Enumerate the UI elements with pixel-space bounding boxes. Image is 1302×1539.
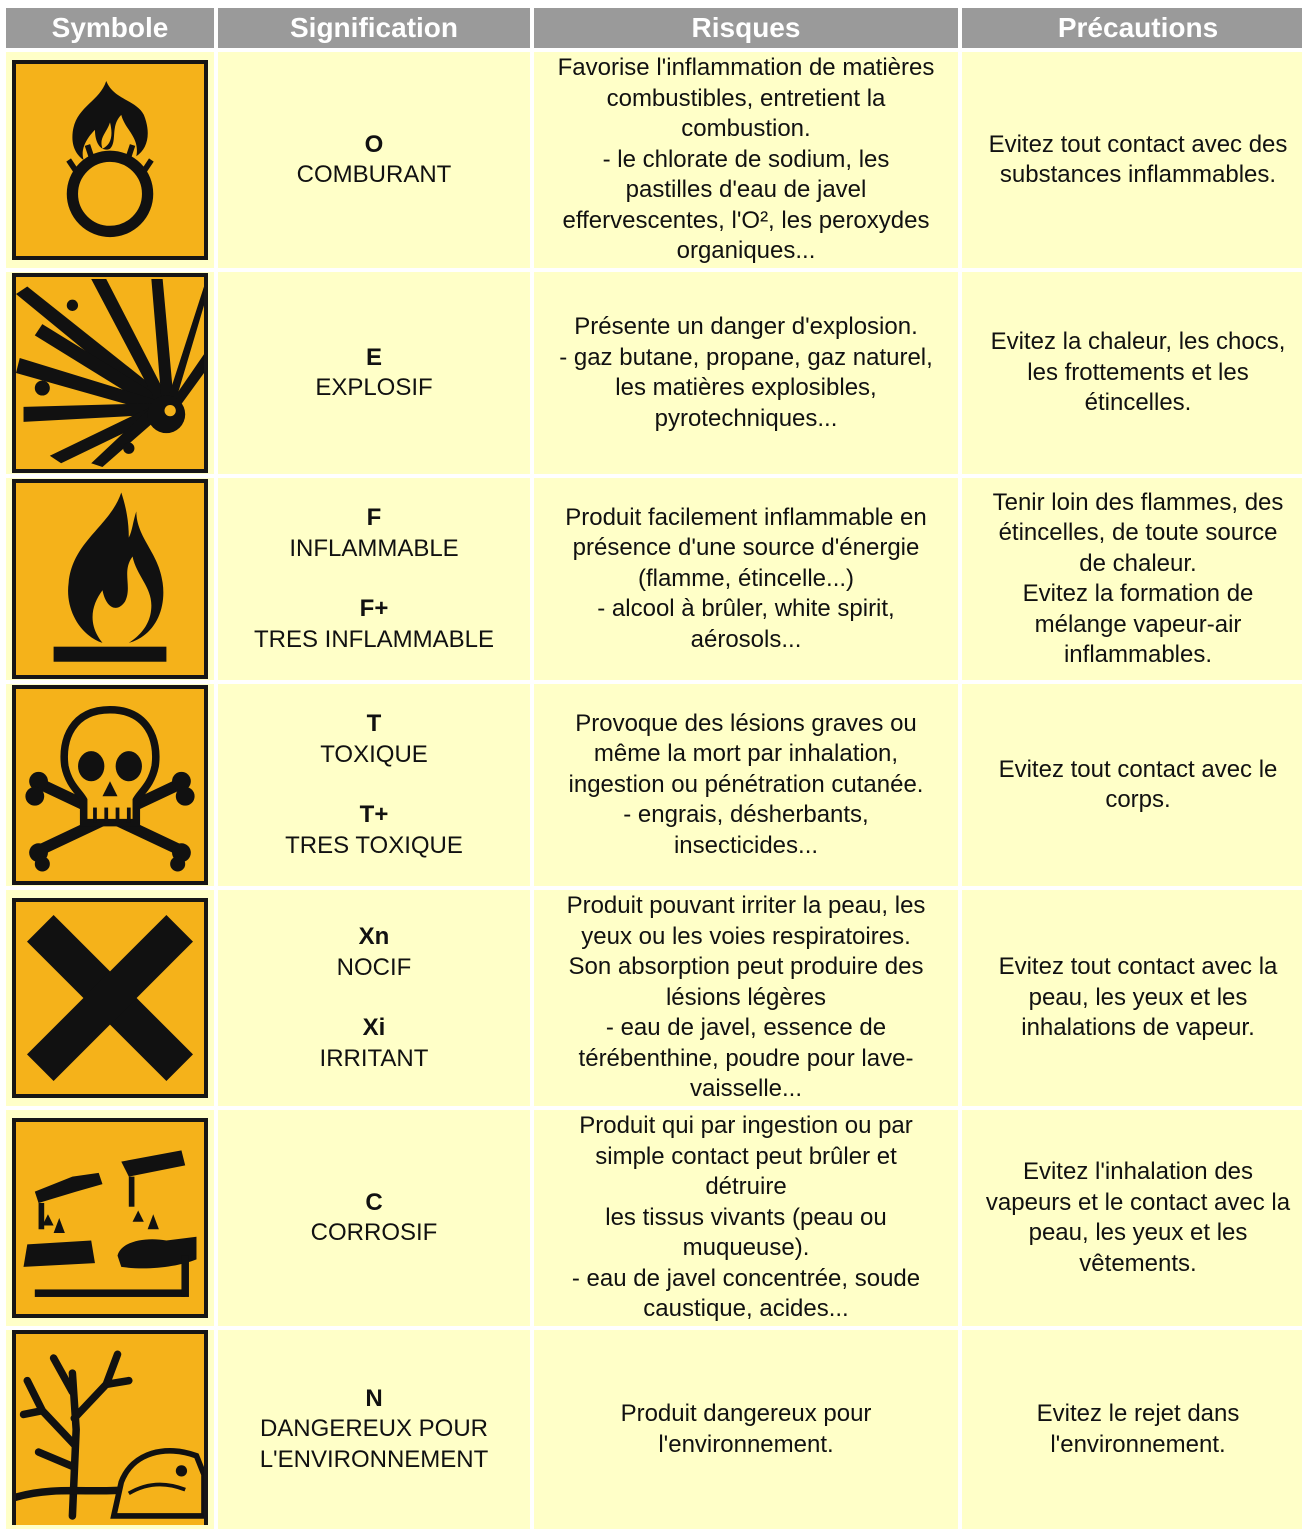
risk-line: combustion. — [681, 115, 811, 143]
risk-line: aérosols... — [690, 625, 802, 653]
hazard-label: TRES TOXIQUE — [285, 831, 463, 859]
risk-line: térébenthine, poudre pour lave- — [578, 1044, 914, 1072]
spacer — [218, 770, 530, 800]
risk-line: vaisselle... — [689, 1075, 803, 1103]
hazard-symbols-table-wrapper — [6, 8, 1302, 1539]
table-row — [6, 52, 1302, 268]
precaution-line: vêtements. — [1079, 1249, 1197, 1277]
table-row — [6, 1330, 1302, 1529]
symbol-cell — [6, 1330, 214, 1529]
header-signification: Signification — [218, 8, 530, 48]
risk-line: Produit pouvant irriter la peau, les — [566, 892, 926, 920]
hazard-label: NOCIF — [336, 953, 412, 981]
risk-line: insecticides... — [673, 831, 819, 859]
risk-line: caustique, acides... — [643, 1295, 849, 1323]
symbol-cell — [6, 52, 214, 268]
risk-cell — [534, 1110, 958, 1326]
hazard-label: COMBURANT — [296, 161, 452, 188]
precaution-line: Evitez tout contact avec le — [998, 755, 1278, 783]
precaution-cell — [962, 890, 1302, 1106]
hazard-label: DANGEREUX POUR L'ENVIRONNEMENT — [259, 1415, 489, 1473]
precaution-line: mélange vapeur-air — [1034, 610, 1242, 638]
risk-line: - eau de javel concentrée, soude — [571, 1264, 921, 1292]
precaution-line: Evitez la formation de — [1022, 580, 1254, 607]
hazard-symbols-table — [2, 4, 1302, 1533]
precaution-line: étincelles. — [1084, 389, 1192, 417]
risk-line: l'environnement. — [658, 1430, 834, 1458]
risk-line: - eau de javel, essence de — [605, 1014, 887, 1042]
precaution-cell — [962, 1330, 1302, 1529]
risk-line: effervescentes, l'O², les peroxydes — [562, 206, 930, 234]
symbol-cell — [6, 890, 214, 1106]
risk-line: - le chlorate de sodium, les — [602, 145, 890, 173]
risk-line: les matières explosibles, — [615, 374, 877, 401]
risk-line: détruire — [705, 1173, 787, 1201]
symbol-cell — [6, 478, 214, 680]
precaution-line: Evitez tout contact avec des — [988, 130, 1288, 158]
signification-cell — [218, 890, 530, 1106]
precaution-line: substances inflammables. — [999, 161, 1277, 188]
hazard-code: E — [365, 343, 382, 371]
hazard-code: T — [366, 710, 382, 737]
risk-line: muqueuse). — [682, 1234, 810, 1262]
header-symbol: Symbole — [6, 8, 214, 48]
spacer — [218, 564, 530, 594]
signification-cell — [218, 684, 530, 886]
header-precautions: Précautions — [962, 8, 1302, 48]
signification-cell — [218, 52, 530, 268]
risk-line: pyrotechniques... — [654, 404, 838, 432]
risk-line: pastilles d'eau de javel — [625, 176, 867, 204]
risk-line: Produit dangereux pour — [620, 1400, 872, 1427]
precaution-line: les frottements et les — [1027, 358, 1249, 386]
precaution-line: de chaleur. — [1079, 549, 1197, 577]
risk-line: yeux ou les voies respiratoires. — [581, 922, 911, 950]
flame-icon — [12, 479, 208, 679]
hazard-code: F — [366, 504, 382, 531]
symbol-cell — [6, 272, 214, 474]
signification-cell — [218, 272, 530, 474]
precaution-line: inflammables. — [1063, 641, 1213, 668]
signification-cell — [218, 1110, 530, 1326]
dead-tree-and-fish-icon — [12, 1330, 208, 1525]
risk-line: organiques... — [676, 237, 816, 265]
precaution-cell — [962, 272, 1302, 474]
risk-cell — [534, 272, 958, 474]
risk-line: simple contact peut brûler et — [595, 1142, 897, 1170]
risk-line: Produit qui par ingestion ou par — [579, 1112, 913, 1140]
risk-cell — [534, 1330, 958, 1529]
risk-line: Présente un danger d'explosion. — [574, 313, 918, 340]
hazard-label: TOXIQUE — [320, 740, 428, 768]
hazard-label: IRRITANT — [319, 1044, 429, 1072]
hazard-label: INFLAMMABLE — [289, 534, 459, 562]
table-header-row — [6, 8, 1302, 48]
risk-line: Provoque des lésions graves ou — [575, 709, 917, 737]
precaution-cell — [962, 478, 1302, 680]
risk-line: Son absorption peut produire des — [568, 953, 924, 981]
skull-and-crossbones-icon — [12, 685, 208, 885]
hazard-code: O — [364, 130, 384, 158]
signification-cell — [218, 478, 530, 680]
saint-andrew-cross-icon — [12, 898, 208, 1098]
precaution-line: inhalations de vapeur. — [1021, 1014, 1255, 1042]
hazard-code: Xi — [362, 1014, 386, 1041]
risk-line: les tissus vivants (peau ou — [605, 1203, 887, 1231]
table-row — [6, 890, 1302, 1106]
table-row — [6, 684, 1302, 886]
table-row — [6, 272, 1302, 474]
exploding-bomb-icon — [12, 273, 208, 473]
risk-line: présence d'une source d'énergie — [572, 534, 920, 562]
precaution-line: étincelles, de toute source — [998, 519, 1278, 546]
risk-line: - gaz butane, propane, gaz naturel, — [559, 343, 933, 371]
risk-line: - alcool à brûler, white spirit, — [597, 595, 895, 623]
risk-cell — [534, 52, 958, 268]
risk-line: combustibles, entretient la — [606, 84, 886, 112]
precaution-line: Evitez la chaleur, les chocs, — [990, 328, 1286, 356]
risk-line: Favorise l'inflammation de matières — [557, 54, 935, 82]
table-row — [6, 478, 1302, 680]
precaution-line: Tenir loin des flammes, des — [992, 488, 1284, 516]
header-risks: Risques — [534, 8, 958, 48]
risk-cell — [534, 478, 958, 680]
corrosion-icon — [12, 1118, 208, 1318]
precaution-line: Evitez l'inhalation des — [1022, 1158, 1254, 1185]
hazard-code: N — [365, 1384, 383, 1412]
risk-cell — [534, 890, 958, 1106]
spacer — [218, 983, 530, 1013]
symbol-cell — [6, 684, 214, 886]
symbol-cell — [6, 1110, 214, 1326]
hazard-label: CORROSIF — [310, 1219, 438, 1246]
risk-line: Produit facilement inflammable en — [565, 503, 927, 531]
precaution-line: Evitez tout contact avec la — [998, 953, 1278, 981]
precaution-line: Evitez le rejet dans — [1036, 1400, 1240, 1427]
risk-cell — [534, 684, 958, 886]
signification-cell — [218, 1330, 530, 1529]
oxidizing-flame-over-circle-icon — [12, 60, 208, 260]
hazard-code: C — [365, 1188, 383, 1216]
precaution-line: peau, les yeux et les — [1028, 983, 1248, 1011]
hazard-code: T+ — [359, 801, 389, 828]
precaution-cell — [962, 52, 1302, 268]
precaution-cell — [962, 1110, 1302, 1326]
risk-line: lésions légères — [665, 983, 827, 1011]
precaution-line: l'environnement. — [1050, 1430, 1226, 1458]
precaution-cell — [962, 684, 1302, 886]
precaution-line: peau, les yeux et les — [1028, 1219, 1248, 1246]
hazard-label: TRES INFLAMMABLE — [253, 625, 495, 653]
hazard-label: EXPLOSIF — [315, 374, 433, 401]
precaution-line: vapeurs et le contact avec la — [985, 1188, 1291, 1216]
risk-line: (flamme, étincelle...) — [637, 564, 855, 592]
risk-line: ingestion ou pénétration cutanée. — [568, 770, 924, 798]
risk-line: même la mort par inhalation, — [593, 740, 899, 768]
risk-line: - engrais, désherbants, — [623, 801, 869, 829]
hazard-code: Xn — [358, 923, 390, 950]
precaution-line: corps. — [1105, 786, 1171, 813]
table-row — [6, 1110, 1302, 1326]
hazard-code: F+ — [359, 595, 389, 622]
